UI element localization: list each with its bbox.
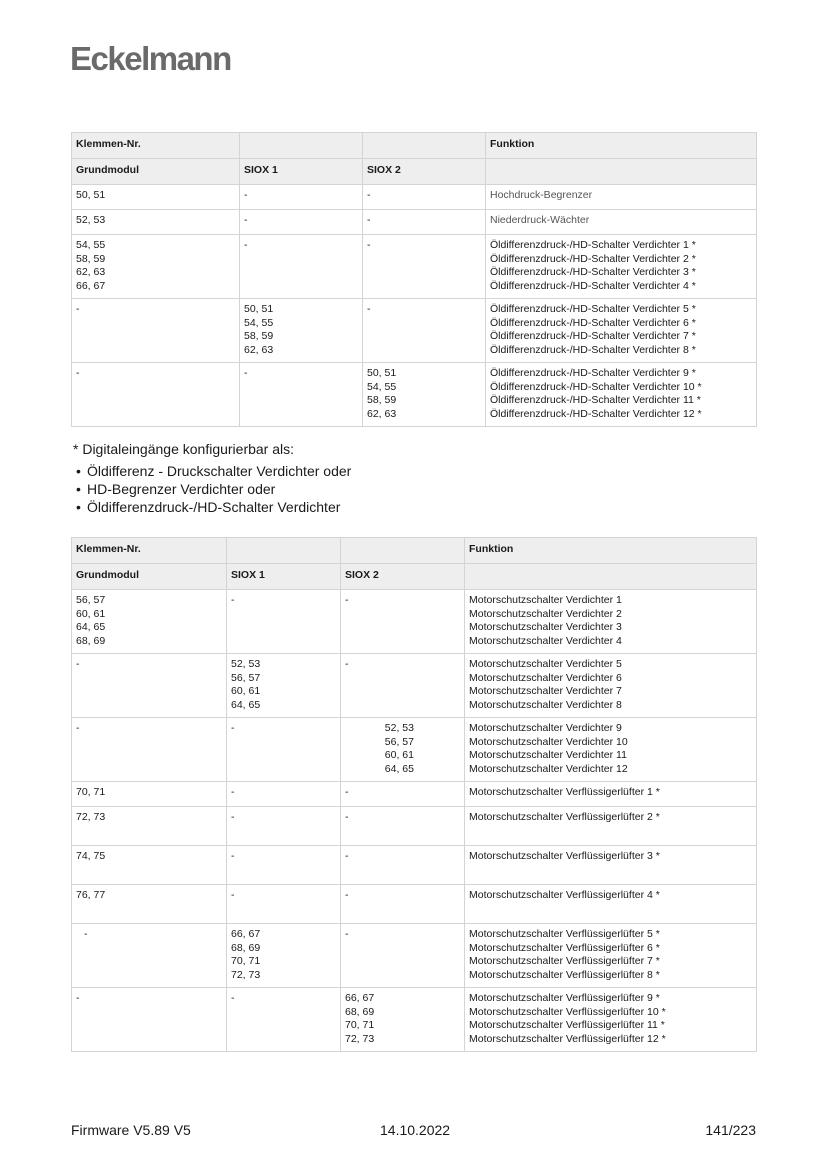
table-cell: -	[341, 590, 465, 654]
table-cell: Motorschutzschalter Verflüssigerlüfter 5 * Motorschutzschalter Verflüssigerlüfter 6 * Motorschutzschalter Verflüssigerlüfter 7 * Motorschutzschalter Verflüssigerlüfter 8 *	[465, 924, 757, 988]
table-cell: -	[341, 807, 465, 846]
note-list	[73, 462, 351, 516]
table-cell: -	[363, 299, 486, 363]
table-cell: 74, 75	[72, 846, 227, 885]
table-cell: 66, 67 68, 69 70, 71 72, 73	[227, 924, 341, 988]
header-cell	[240, 133, 363, 159]
table-cell: -	[72, 924, 227, 988]
table-cell: -	[363, 235, 486, 299]
table-cell: Motorschutzschalter Verdichter 9 Motorschutzschalter Verdichter 10 Motorschutzschalter Verdichter 11 Motorschutzschalter Verdichter 12	[465, 718, 757, 782]
table-cell: 52, 53 56, 57 60, 61 64, 65	[227, 654, 341, 718]
table-cell: -	[341, 654, 465, 718]
table-header-row	[72, 538, 757, 564]
table-cell: 50, 51 54, 55 58, 59 62, 63	[240, 299, 363, 363]
table-cell: -	[341, 885, 465, 924]
table-cell: 54, 55 58, 59 62, 63 66, 67	[72, 235, 240, 299]
table-cell: Motorschutzschalter Verflüssigerlüfter 2 *	[465, 807, 757, 846]
table-row	[72, 846, 757, 885]
table-row	[72, 782, 757, 807]
footer-firmware: Firmware V5.89 V5	[71, 1122, 191, 1138]
table-cell: -	[227, 590, 341, 654]
table-cell: -	[72, 988, 227, 1052]
table-cell: 66, 67 68, 69 70, 71 72, 73	[341, 988, 465, 1052]
header-cell	[227, 538, 341, 564]
table-header-row	[72, 133, 757, 159]
table-cell: -	[227, 807, 341, 846]
table-cell: 52, 53 56, 57 60, 61 64, 65	[341, 718, 465, 782]
table-cell: -	[227, 988, 341, 1052]
table-row	[72, 718, 757, 782]
header-cell	[341, 538, 465, 564]
table-row	[72, 590, 757, 654]
table-cell: 56, 57 60, 61 64, 65 68, 69	[72, 590, 227, 654]
footer-date: 14.10.2022	[380, 1122, 451, 1138]
table-cell: -	[240, 210, 363, 235]
table-cell: -	[227, 846, 341, 885]
table-cell: -	[227, 782, 341, 807]
table-cell: 50, 51 54, 55 58, 59 62, 63	[363, 363, 486, 427]
header-cell: Funktion	[465, 538, 757, 564]
table-row	[72, 885, 757, 924]
table-cell: -	[72, 654, 227, 718]
table-cell: Öldifferenzdruck-/HD-Schalter Verdichter 1 * Öldifferenzdruck-/HD-Schalter Verdichter 2 * Öldifferenzdruck-/HD-Schalter Verdichter 3 * Öldifferenzdruck-/HD-Schalter Verdichter 4 *	[486, 235, 757, 299]
header-cell	[486, 159, 757, 185]
table-row	[72, 807, 757, 846]
table-cell: -	[227, 718, 341, 782]
table-header-row	[72, 159, 757, 185]
terminal-table-pressure-switches	[71, 132, 757, 427]
table-cell: -	[341, 846, 465, 885]
table-cell: -	[341, 924, 465, 988]
header-cell: Klemmen-Nr.	[72, 538, 227, 564]
table-cell: -	[240, 185, 363, 210]
list-item: • HD-Begrenzer Verdichter oder	[73, 480, 351, 498]
footer-page-number: 141/223	[705, 1122, 756, 1138]
table-cell: -	[72, 363, 240, 427]
header-cell	[465, 564, 757, 590]
table-cell: -	[363, 210, 486, 235]
table-row	[72, 235, 757, 299]
table-cell: 72, 73	[72, 807, 227, 846]
table-row	[72, 988, 757, 1052]
header-cell: SIOX 1	[227, 564, 341, 590]
table-cell: -	[240, 235, 363, 299]
table-cell: Motorschutzschalter Verdichter 5 Motorschutzschalter Verdichter 6 Motorschutzschalter Verdichter 7 Motorschutzschalter Verdichter 8	[465, 654, 757, 718]
table-cell: Öldifferenzdruck-/HD-Schalter Verdichter 5 * Öldifferenzdruck-/HD-Schalter Verdichter 6 * Öldifferenzdruck-/HD-Schalter Verdichter 7 * Öldifferenzdruck-/HD-Schalter Verdichter 8 *	[486, 299, 757, 363]
table-cell: -	[363, 185, 486, 210]
table-cell: Motorschutzschalter Verflüssigerlüfter 3 *	[465, 846, 757, 885]
table-cell: -	[341, 782, 465, 807]
table-cell: Öldifferenzdruck-/HD-Schalter Verdichter 9 * Öldifferenzdruck-/HD-Schalter Verdichter 10 * Öldifferenzdruck-/HD-Schalter Verdichter 11 * Öldifferenzdruck-/HD-Schalter Verdichter 12 *	[486, 363, 757, 427]
list-item: • Öldifferenz - Druckschalter Verdichter oder	[73, 462, 351, 480]
eckelmann-logo: Eckelmann	[70, 40, 231, 77]
header-cell: Klemmen-Nr.	[72, 133, 240, 159]
table-row	[72, 185, 757, 210]
table-cell: 76, 77	[72, 885, 227, 924]
header-cell: Grundmodul	[72, 159, 240, 185]
table-cell: Motorschutzschalter Verflüssigerlüfter 4 *	[465, 885, 757, 924]
table-cell: -	[240, 363, 363, 427]
header-cell: SIOX 2	[341, 564, 465, 590]
table-cell: -	[72, 299, 240, 363]
header-cell: Funktion	[486, 133, 757, 159]
table-cell: Niederdruck-Wächter	[486, 210, 757, 235]
table-cell: Motorschutzschalter Verdichter 1 Motorschutzschalter Verdichter 2 Motorschutzschalter Verdichter 3 Motorschutzschalter Verdichter 4	[465, 590, 757, 654]
table-cell: Motorschutzschalter Verflüssigerlüfter 1 *	[465, 782, 757, 807]
table-cell: 50, 51	[72, 185, 240, 210]
table-cell: -	[227, 885, 341, 924]
table-cell: -	[72, 718, 227, 782]
digital-inputs-note	[73, 440, 351, 516]
table-cell: 52, 53	[72, 210, 240, 235]
header-cell	[363, 133, 486, 159]
table-row	[72, 924, 757, 988]
table-row	[72, 363, 757, 427]
header-cell: SIOX 1	[240, 159, 363, 185]
table-cell: 70, 71	[72, 782, 227, 807]
list-item: • Öldifferenzdruck-/HD-Schalter Verdichter	[73, 498, 351, 516]
table-row	[72, 299, 757, 363]
note-intro: * Digitaleingänge konfigurierbar als:	[73, 441, 295, 457]
table-row	[72, 210, 757, 235]
terminal-table-motor-protection	[71, 537, 757, 1052]
table-row	[72, 654, 757, 718]
header-cell: Grundmodul	[72, 564, 227, 590]
table-header-row	[72, 564, 757, 590]
table-cell: Motorschutzschalter Verflüssigerlüfter 9 * Motorschutzschalter Verflüssigerlüfter 10 * Motorschutzschalter Verflüssigerlüfter 11 * Motorschutzschalter Verflüssigerlüfter 12 *	[465, 988, 757, 1052]
header-cell: SIOX 2	[363, 159, 486, 185]
table-cell: Hochdruck-Begrenzer	[486, 185, 757, 210]
